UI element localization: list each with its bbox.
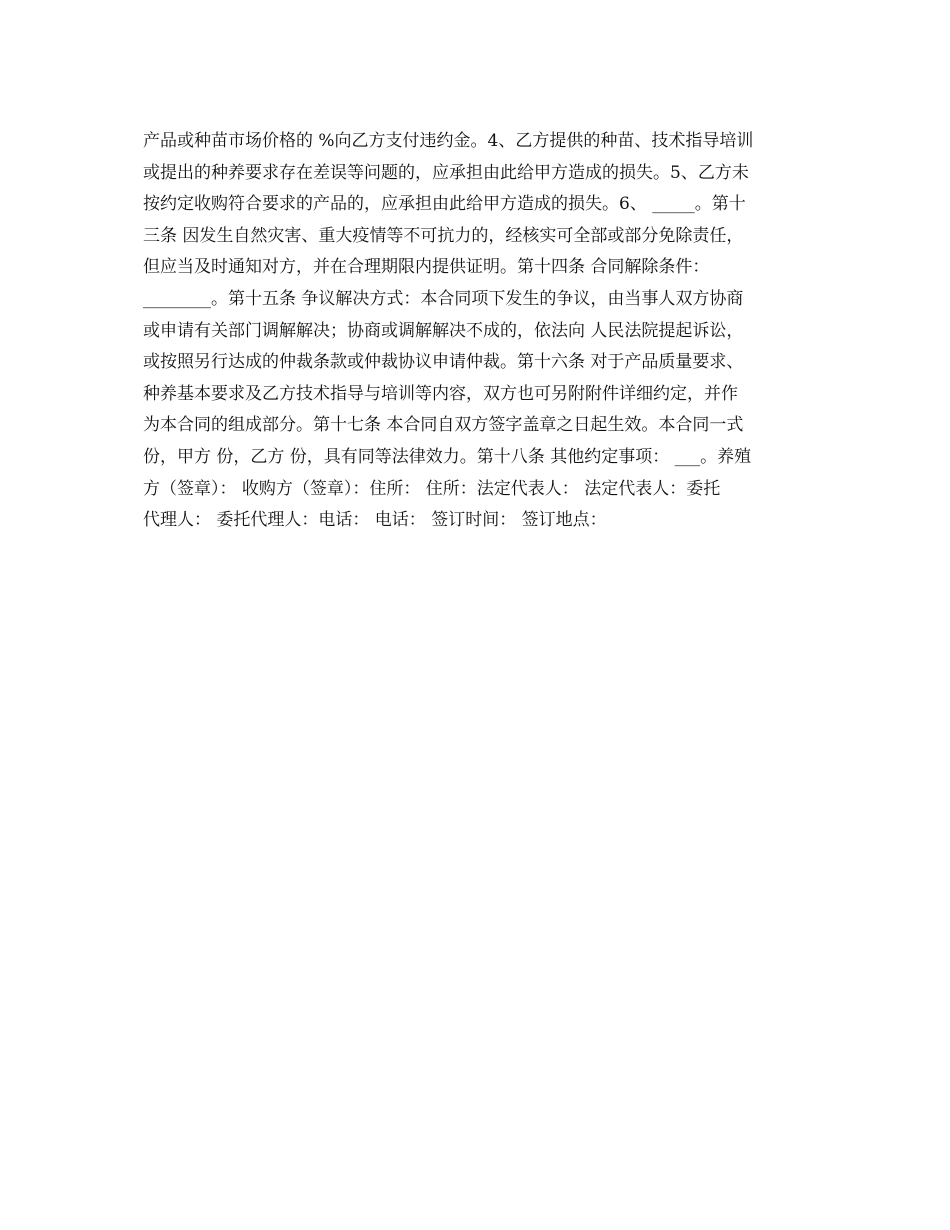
text-line: ________。第十五条 争议解决方式：本合同项下发生的争议，由当事人双方协商 <box>143 288 744 309</box>
text-line: 或申请有关部门调解解决；协商或调解解决不成的，依法向 人民法院提起诉讼， <box>143 320 744 341</box>
text-line: 按约定收购符合要求的产品的，应承担由此给甲方造成的损失。6、 _____。第十 <box>143 194 746 215</box>
text-line: 但应当及时通知对方，并在合理期限内提供证明。第十四条 合同解除条件： <box>143 257 710 278</box>
text-line: 或按照另行达成的仲裁条款或仲裁协议申请仲裁。第十六条 对于产品质量要求、 <box>143 352 744 373</box>
text-line: 或提出的种养要求存在差误等问题的，应承担由此给甲方造成的损失。5、乙方未 <box>143 162 749 183</box>
contract-text-block <box>143 126 803 537</box>
text-line: 三条 因发生自然灾害、重大疫情等不可抗力的，经核实可全部或部分免除责任， <box>143 225 744 246</box>
text-line: 份，甲方 份，乙方 份，具有同等法律效力。第十八条 其他约定事项： ___。养殖 <box>143 446 752 467</box>
text-line: 方（签章）： 收购方（签章）：住所： 住所：法定代表人： 法定代表人：委托 <box>143 478 721 499</box>
text-line: 代理人： 委托代理人：电话： 电话： 签订时间： 签订地点： <box>143 510 607 531</box>
text-line: 种养基本要求及乙方技术指导与培训等内容，双方也可另附附件详细约定，并作 <box>143 383 738 404</box>
text-line: 为本合同的组成部分。第十七条 本合同自双方签字盖章之日起生效。本合同一式 <box>143 415 744 436</box>
text-line: 产品或种苗市场价格的 %向乙方支付违约金。4、乙方提供的种苗、技术指导培训 <box>143 131 754 151</box>
